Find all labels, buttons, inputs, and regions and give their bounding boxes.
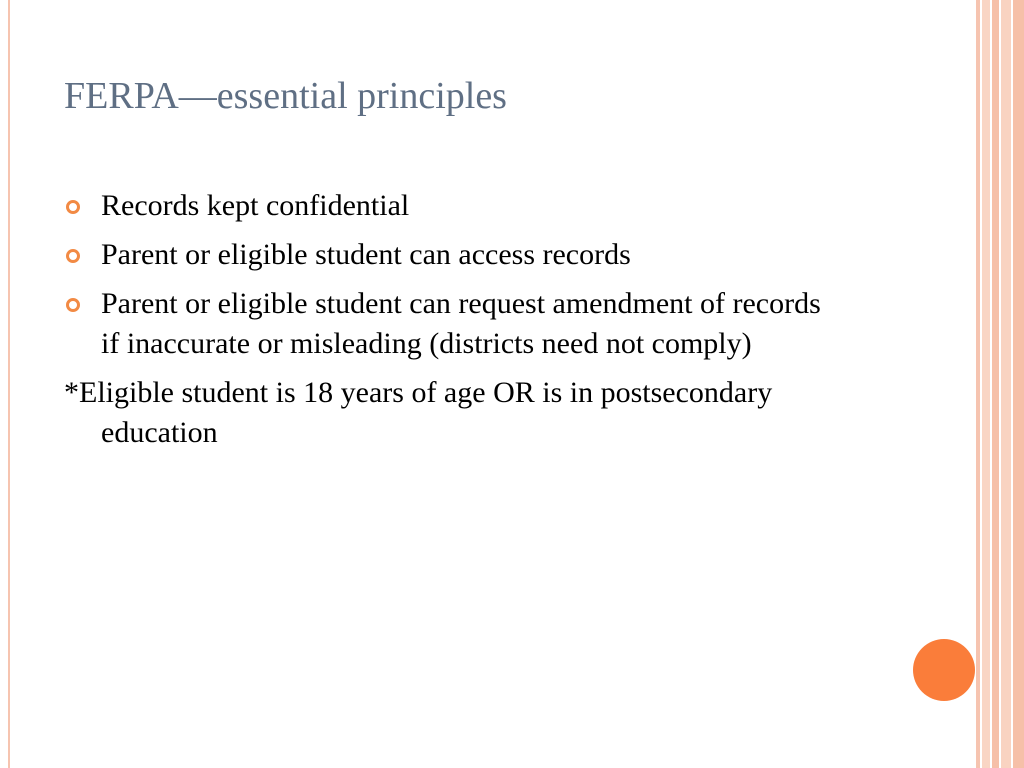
bullet-text: Parent or eligible student can request amendment of records if inaccurate or misleading (districts need not comply)	[101, 287, 821, 360]
ring-bullet-icon	[66, 249, 80, 263]
right-stripe-4	[1001, 0, 1011, 768]
ring-bullet-icon	[66, 298, 80, 312]
left-border-line	[8, 0, 10, 768]
bullet-item	[64, 284, 824, 364]
bullet-item	[64, 235, 824, 275]
slide-title: FERPA—essential principles	[64, 75, 507, 117]
bullet-text: Records kept confidential	[101, 189, 410, 222]
orange-circle-icon	[913, 639, 975, 701]
right-stripe-1	[976, 0, 980, 768]
slide-content	[64, 186, 824, 453]
ring-bullet-icon	[66, 200, 80, 214]
bullet-text: Parent or eligible student can access records	[101, 238, 631, 271]
right-stripe-5	[1013, 0, 1024, 768]
right-stripe-3	[992, 0, 999, 768]
footnote: *Eligible student is 18 years of age OR is in postsecondary education	[64, 376, 773, 449]
bullet-item	[64, 186, 824, 226]
right-stripe-2	[982, 0, 990, 768]
